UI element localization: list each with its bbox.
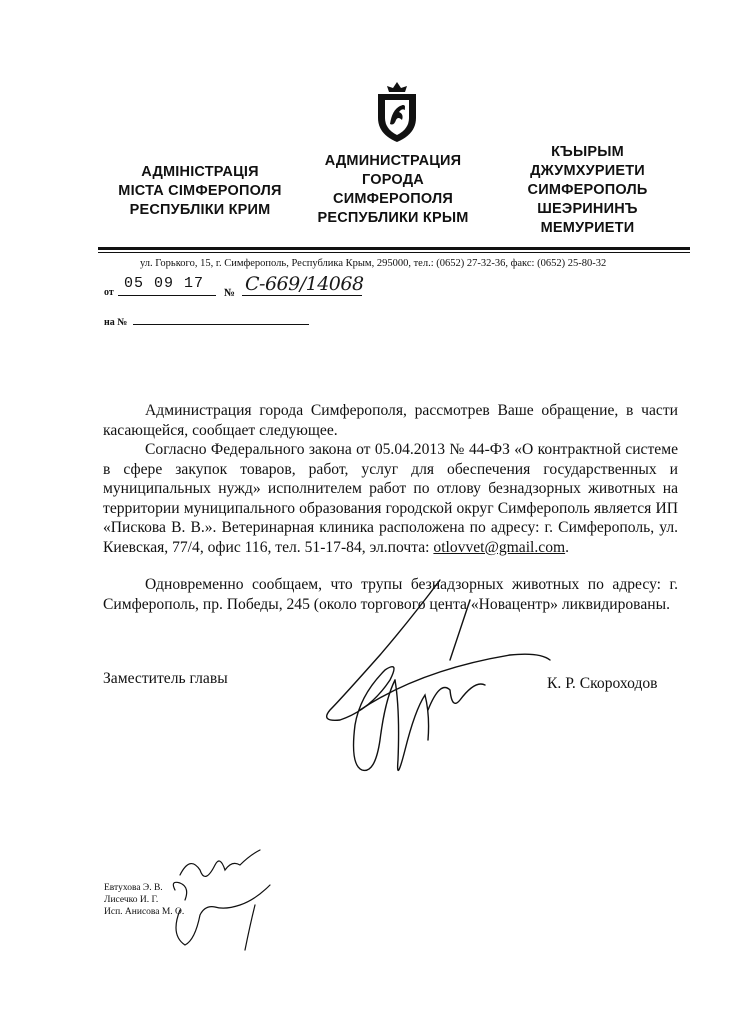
- date-underline: [118, 295, 216, 296]
- executor-1: Евтухова Э. В.: [104, 883, 163, 893]
- initials-signature-icon: [160, 845, 290, 955]
- header-ukrainian: АДМІНІСТРАЦІЯ МІСТА СІМФЕРОПОЛЯ РЕСПУБЛІКИ КРИМ: [118, 164, 282, 218]
- paragraph-2-end: .: [565, 538, 570, 556]
- reply-underline: [133, 324, 309, 325]
- header-rule-thick: [98, 247, 690, 250]
- signer-title: Заместитель главы: [103, 670, 228, 687]
- address-line: ул. Горького, 15, г. Симферополь, Республика Крым, 295000, тел.: (0652) 27-32-36, факс: (0652) 25-80-32: [140, 258, 607, 269]
- executor-3: Исп. Анисова М. О.: [104, 907, 185, 917]
- coat-of-arms-icon: [372, 80, 422, 144]
- email-link[interactable]: otlovvet@gmail.com: [433, 538, 566, 556]
- number-underline: [242, 295, 362, 296]
- paragraph-3: Одновременно сообщаем, что трупы безнадзорных животных по адресу: г. Симферополь, пр. Победы, 245 (около торгового цента «Новацентр» ликвидированы.: [103, 576, 678, 613]
- date-label: от: [104, 287, 114, 298]
- header-rule-thin: [98, 252, 690, 253]
- header-crimean-tatar: КЪЫРЫМ ДЖУМХУРИЕТИ СИМФЕРОПОЛЬ ШЕЭРИНИНЪ МЕМУРИЕТИ: [527, 144, 648, 236]
- number-label: №: [224, 287, 236, 299]
- paragraph-1: Администрация города Симферополя, рассмотрев Ваше обращение, в части касающейся, сообщает следующее.: [103, 402, 678, 439]
- number-value: С-669/14068: [245, 273, 364, 295]
- signature-icon: [300, 560, 600, 790]
- paragraph-2-text: Согласно Федерального закона от 05.04.2013 № 44-ФЗ «О контрактной системе в сфере закупок товаров, работ, услуг для обеспечения государственных и муниципальных нужд» исполнителем работ по отлову безнадзорных животных на территории муниципального образования городской округ Симферополь является ИП «Пискова В. В.». Ветеринарная клиника расположена по адресу: г. Симферополь, ул. Киевская, 77/4, офис 116, тел. 51-17-84, эл.почта:: [103, 441, 678, 556]
- paragraph-2: [103, 440, 678, 557]
- signer-name: К. Р. Скороходов: [547, 675, 658, 692]
- executor-2: Лисечко И. Г.: [104, 895, 159, 905]
- reply-label: на №: [104, 317, 128, 328]
- date-value: 05 09 17: [123, 275, 204, 292]
- header-russian: АДМИНИСТРАЦИЯ ГОРОДА СИМФЕРОПОЛЯ РЕСПУБЛИКИ КРЫМ: [317, 153, 469, 226]
